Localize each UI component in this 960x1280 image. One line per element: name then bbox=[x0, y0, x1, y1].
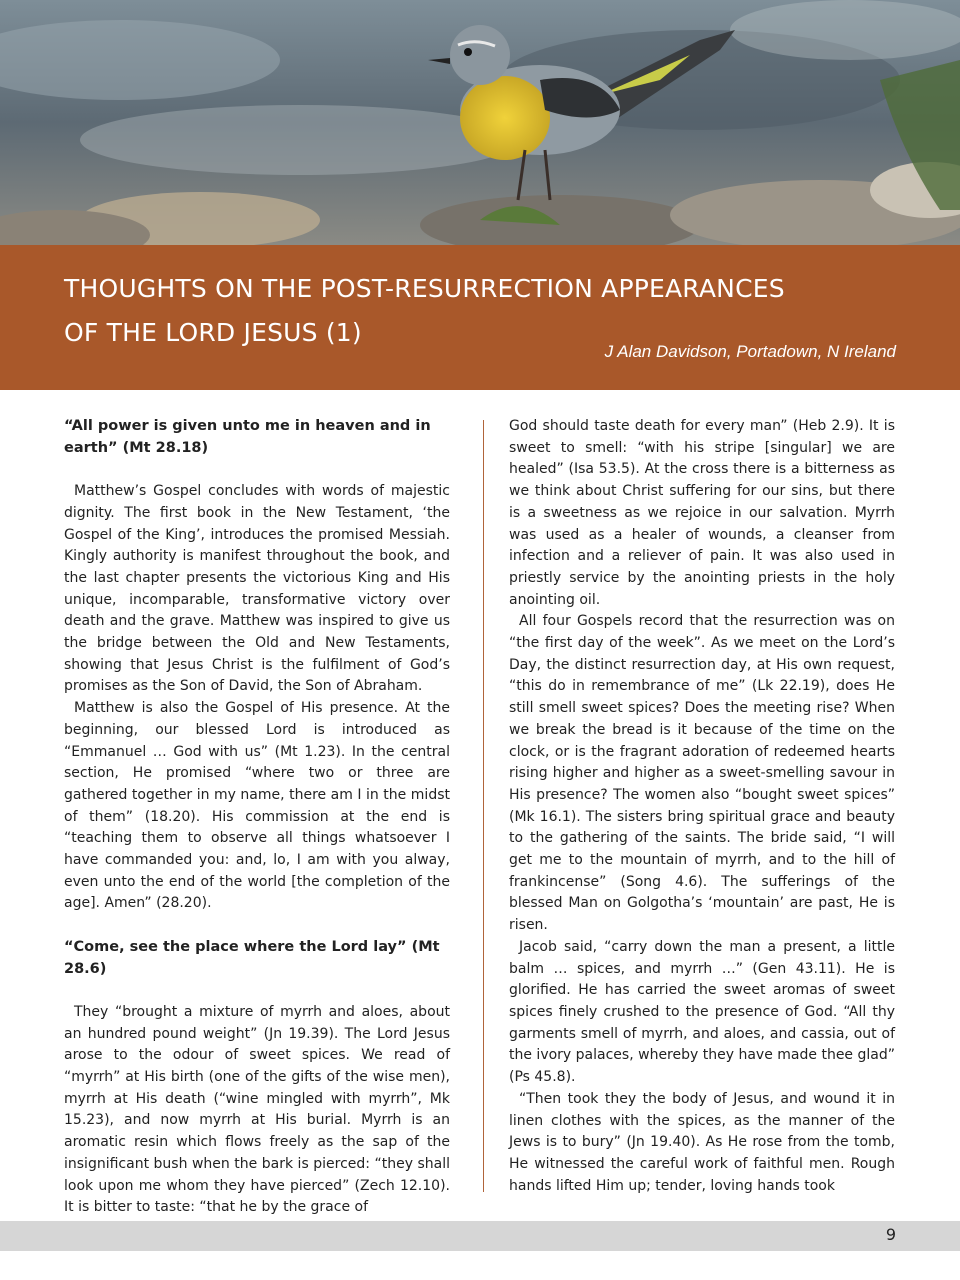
bird-photo-illustration bbox=[0, 0, 960, 245]
section-heading-come-see: “Come, see the place where the Lord lay” (Mt 28.6) bbox=[64, 938, 440, 977]
paragraph: Matthew’s Gospel concludes with words of majestic dignity. The first book in the New Testament, ‘the Gospel of the King’, introduces the promised Messiah. Kingly authority is manifest throughout the book, and the last chapter presents the victorious King and His unique, incomparable, transformative victory over death and the grave. Matthew was inspired to give us the bridge between the Old and New Testaments, showing that Jesus Christ is the fulfilment of God’s promises as the Son of David, the Son of Abraham. bbox=[64, 483, 450, 695]
page-number: 9 bbox=[885, 1225, 896, 1244]
paragraph: Matthew is also the Gospel of His presence. At the beginning, our blessed Lord is introduced as “Emmanuel … God with us” (Mt 1.23). In the central section, He promised “where two or three are gathered together in my name, there am I in the midst of them” (18.20). His commission at the end is “teaching them to observe all things whatsoever I have commanded you: and, lo, I am with you alway, even unto the end of the world [the completion of the age]. Amen” (28.20). bbox=[64, 700, 450, 912]
footer-bar bbox=[0, 1221, 960, 1251]
left-column bbox=[64, 416, 450, 1219]
paragraph: All four Gospels record that the resurrection was on “the first day of the week”. As we meet on the Lord’s Day, the distinct resurrection day, at His own request, “this do in remembrance of me” (Lk 22.19), does He still smell sweet spices? Does the meeting rise? When we break the bread is it because of the time on the clock, or is the fragrant adoration of redeemed hearts rising higher and higher as a sweet-smelling savour in His presence? The women also “bought sweet spices” (Mk 16.1). The sisters bring spiritual grace and beauty to the gathering of the saints. The bride said, “I will get me to the mountain of myrrh, and to the hill of frankincense” (Song 4.6). The sufferings of the blessed Man on Golgotha’s ‘mountain’ are past, He is risen. bbox=[509, 613, 895, 934]
title-banner bbox=[0, 245, 960, 390]
paragraph: God should taste death for every man” (Heb 2.9). It is sweet to smell: “with his stripe [singular] we are healed” (Isa 53.5). At the cross there is a bitterness as we think about Christ suffering for our sins, but there is a sweetness as we rejoice in our salvation. Myrrh was used as a healer of wounds, a cleanser from infection and a reliever of pain. It was also used in priestly service by the anointing priests in the holy anointing oil. bbox=[509, 418, 895, 608]
article-title-line-1: THOUGHTS ON THE POST-RESURRECTION APPEARANCES bbox=[64, 274, 785, 303]
author-byline: J Alan Davidson, Portadown, N Ireland bbox=[604, 342, 896, 361]
header-photo-bird bbox=[0, 0, 960, 245]
paragraph: “Then took they the body of Jesus, and wound it in linen clothes with the spices, as the manner of the Jews is to bury” (Jn 19.40). As He rose from the tomb, He witnessed the careful work of faithful men. Rough hands lifted Him up; tender, loving hands took bbox=[509, 1090, 895, 1194]
section-heading-power: “All power is given unto me in heaven and in earth” (Mt 28.18) bbox=[64, 418, 431, 456]
right-column bbox=[509, 416, 895, 1197]
paragraph: They “brought a mixture of myrrh and aloes, about an hundred pound weight” (Jn 19.39). The Lord Jesus arose to the odour of sweet spices. We read of “myrrh” at His birth (one of the gifts of the wise men), myrrh at His death (“wine mingled with myrrh”, Mk 15.23), and now myrrh at His burial. Myrrh is an aromatic resin which flows freely as the sap of the insignificant bush when the bark is pierced: “they shall look upon me whom they have pierced” (Zech 12.10). It is bitter to taste: “that he by the grace of bbox=[64, 1003, 450, 1216]
article-title-line-2: OF THE LORD JESUS (1) bbox=[64, 318, 362, 347]
column-divider bbox=[483, 420, 484, 1192]
paragraph: Jacob said, “carry down the man a present, a little balm … spices, and myrrh …” (Gen 43.11). He is glorified. He has carried the sweet aromas of sweet spices finely crushed to the presence of God. “All thy garments smell of myrrh, and aloes, and cassia, out of the ivory palaces, whereby they have made thee glad” (Ps 45.8). bbox=[509, 938, 895, 1086]
